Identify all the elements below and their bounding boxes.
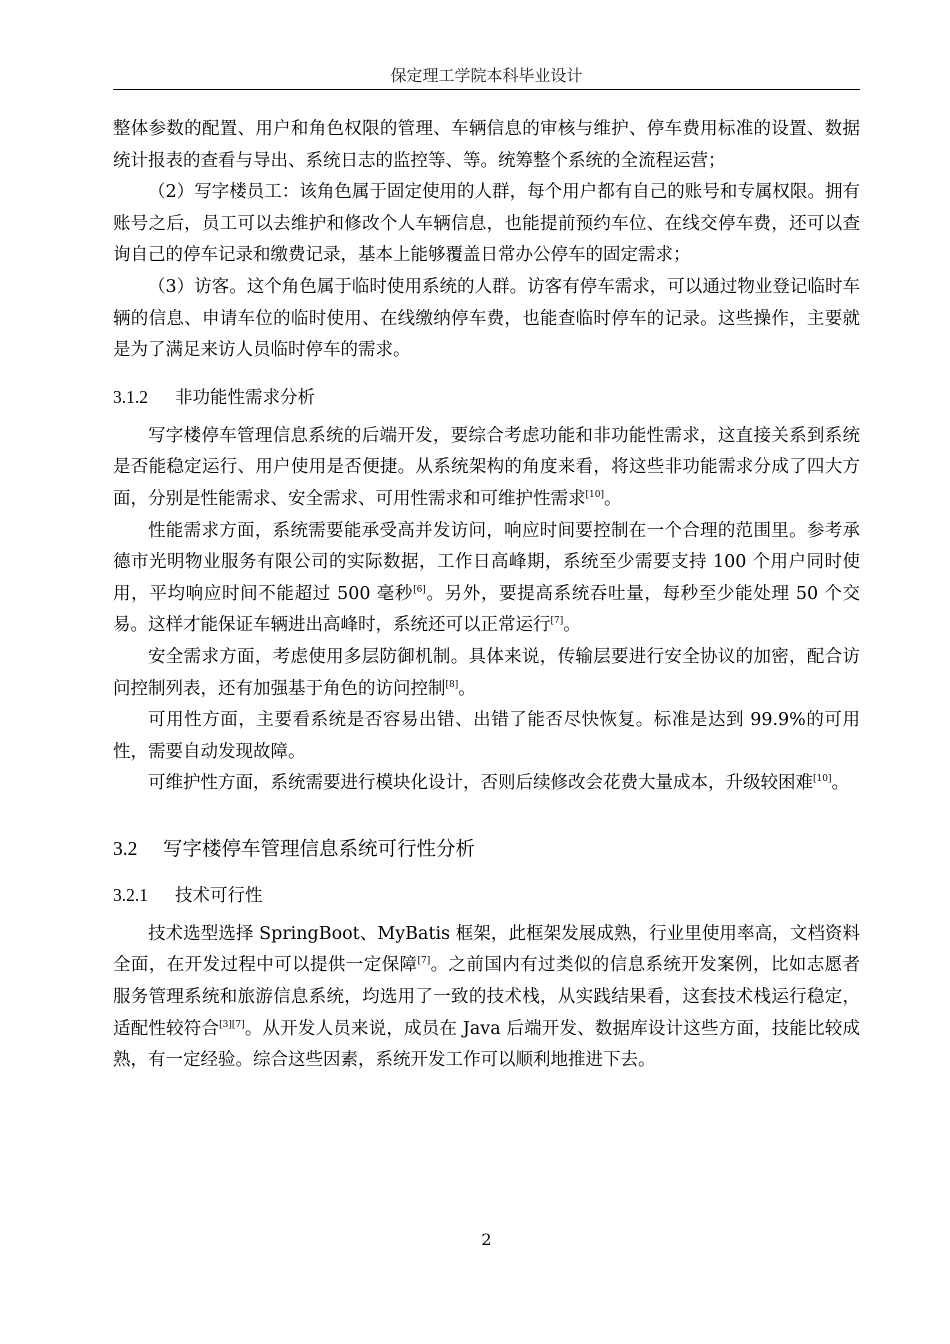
citation: [6]	[413, 584, 426, 595]
page-header: 保定理工学院本科毕业设计	[390, 66, 583, 85]
paragraph: 整体参数的配置、用户和角色权限的管理、车辆信息的审核与维护、停车费用标准的设置、数据统计报表的查看与导出、系统日志的监控等、等。统筹整个系统的全流程运营；	[113, 119, 860, 171]
citation: [8]	[445, 679, 459, 690]
citation: [7]	[550, 616, 564, 627]
paragraph-text: 。从开发人员来说，成员在 Java 后端开发、数据库设计这些方面，技能比较成熟，有一定经验。综合这些因素，系统开发工作可以顺利地推进下去。	[113, 1018, 860, 1071]
section-title: 非功能性需求分析	[175, 387, 315, 408]
paragraph	[113, 516, 860, 642]
paragraph	[113, 421, 860, 516]
section-number: 3.1.2	[113, 386, 148, 407]
paragraph-text: 。	[831, 773, 849, 794]
section-number: 3.2.1	[113, 884, 148, 905]
citation: [7]	[417, 956, 431, 967]
paragraph-text: 。之前国内有过类似的信息系统开发案例，比如志愿者服务管理系统和旅游信息系统，均选用了一致的技术栈，从实践结果看，这套技术栈运行稳定，适配性较符合	[113, 955, 861, 1039]
paragraph-text: 安全需求方面，考虑使用多层防御机制。具体来说，传输层要进行安全协议的加密，配合访问控制列表，还有加强基于角色的访问控制	[113, 646, 860, 699]
paragraph-text: 性能需求方面，系统需要能承受高并发访问，响应时间要控制在一个合理的范围里。参考承德市光明物业服务有限公司的实际数据，工作日高峰期，系统至少需要支持 100 个用户同时使用，平均响应时间不能超过 500 毫秒	[113, 520, 860, 604]
paragraph-text: 写字楼停车管理信息系统的后端开发，要综合考虑功能和非功能性需求，这直接关系到系统是否能稳定运行、用户使用是否便捷。从系统架构的角度来看，将这些非功能需求分成了四大方面，分别是性能需求、安全需求、可用性需求和可维护性需求	[113, 425, 860, 509]
paragraph-text: 。另外，要提高系统吞吐量，每秒至少能处理 50 个交易。这样才能保证车辆进出高峰时，系统还可以正常运行	[113, 583, 860, 636]
section-heading-3-1-2	[113, 382, 860, 413]
paragraph: （2）写字楼员工：该角色属于固定使用的人群，每个用户都有自己的账号和专属权限。拥有账号之后，员工可以去维护和修改个人车辆信息，也能提前预约车位、在线交停车费，还可以查询自己的停车记录和缴费记录，基本上能够覆盖日常办公停车的固定需求；	[113, 182, 860, 266]
page-body	[113, 114, 860, 1077]
citation: [3][7]	[219, 1019, 245, 1030]
section-heading-3-2	[113, 833, 860, 866]
page-number: 2	[481, 1230, 492, 1249]
paragraph: 可用性方面，主要看系统是否容易出错、出错了能否尽快恢复。标准是达到 99.9%的可用性，需要自动发现故障。	[113, 710, 860, 762]
paragraph-text: 技术选型选择 SpringBoot、MyBatis 框架，此框架发展成熟，行业里使用率高，文档资料全面，在开发过程中可以提供一定保障	[113, 923, 860, 976]
section-title: 技术可行性	[175, 885, 263, 906]
paragraph	[113, 768, 860, 800]
paragraph-text: 。	[563, 615, 581, 636]
section-number: 3.2	[113, 838, 138, 860]
paragraph	[113, 642, 860, 705]
citation: [10]	[813, 774, 832, 785]
header-rule	[113, 89, 860, 90]
citation: [10]	[585, 489, 604, 500]
paragraph: （3）访客。这个角色属于临时使用系统的人群。访客有停车需求，可以通过物业登记临时车辆的信息、申请车位的临时使用、在线缴纳停车费，也能查临时停车的记录。这些操作，主要就是为了满足来访人员临时停车的需求。	[113, 276, 860, 361]
section-title: 写字楼停车管理信息系统可行性分析	[163, 836, 476, 860]
paragraph-text: 可维护性方面，系统需要进行模块化设计，否则后续修改会花费大量成本，升级较困难	[148, 773, 813, 794]
paragraph-text: 。	[458, 678, 476, 699]
section-heading-3-2-1	[113, 880, 860, 911]
paragraph-text: 。	[603, 488, 622, 509]
paragraph	[113, 919, 860, 1077]
